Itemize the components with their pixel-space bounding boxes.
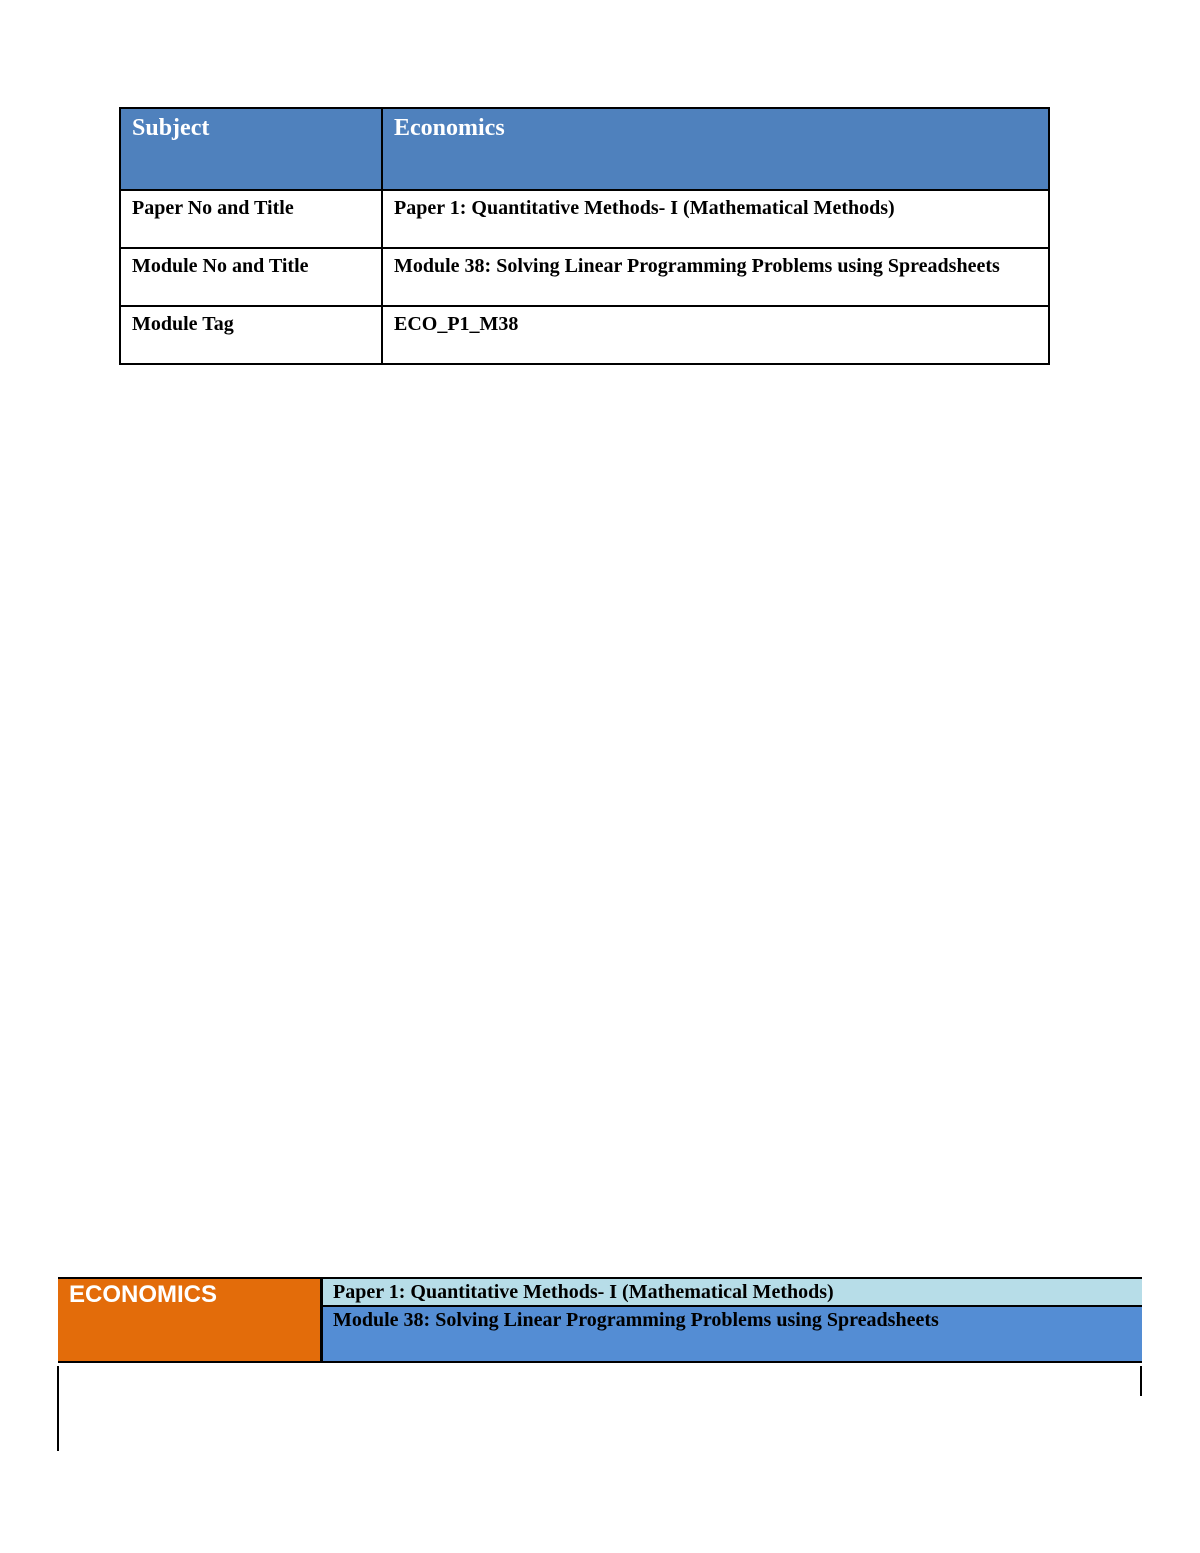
table-row [120,248,1049,306]
page-border-left [57,1366,59,1451]
page-border-right [1140,1366,1142,1396]
module-tag-value: ECO_P1_M38 [382,306,1049,364]
subject-value: Economics [382,108,1049,190]
table-row [120,190,1049,248]
module-label: Module No and Title [120,248,382,306]
page-footer-banner [58,1277,1142,1363]
paper-value: Paper 1: Quantitative Methods- I (Mathematical Methods) [382,190,1049,248]
footer-bottom-rule [58,1361,1142,1363]
footer-paper-title: Paper 1: Quantitative Methods- I (Mathematical Methods) [323,1279,1142,1305]
table-row [120,306,1049,364]
footer-module-title: Module 38: Solving Linear Programming Problems using Spreadsheets [323,1307,1142,1361]
module-value: Module 38: Solving Linear Programming Problems using Spreadsheets [382,248,1049,306]
module-tag-label: Module Tag [120,306,382,364]
module-info-table [119,107,1050,365]
paper-label: Paper No and Title [120,190,382,248]
subject-label: Subject [120,108,382,190]
footer-subject: ECONOMICS [58,1279,320,1361]
table-header-row [120,108,1049,190]
